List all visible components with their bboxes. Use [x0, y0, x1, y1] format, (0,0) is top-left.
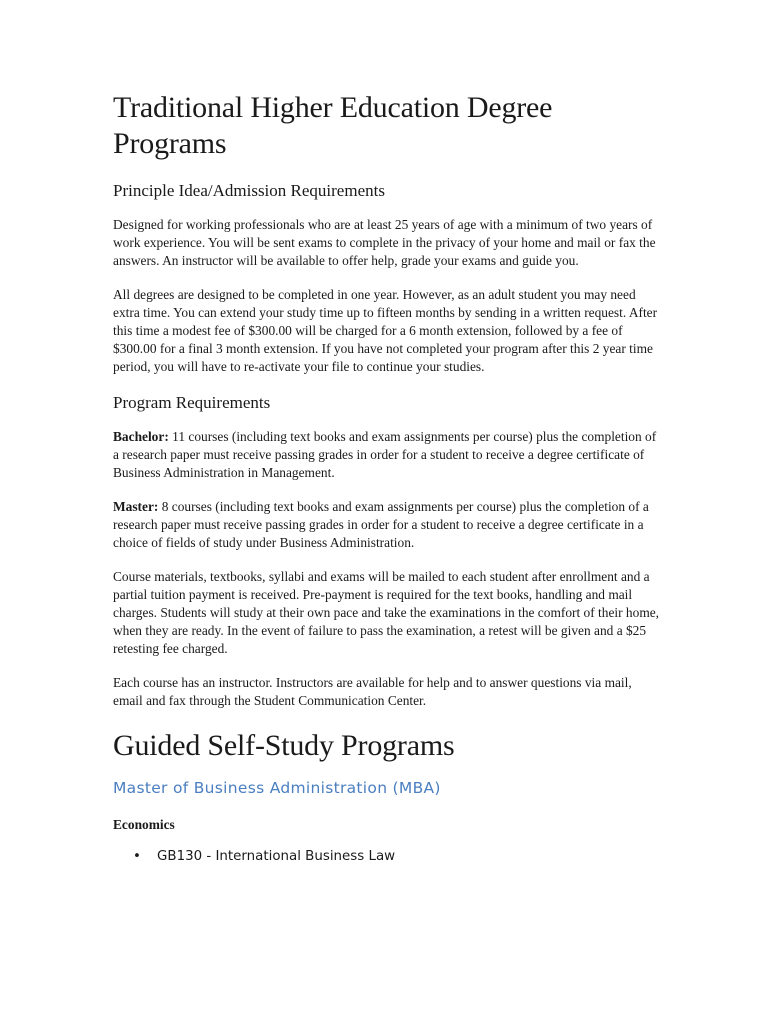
- paragraph-materials: Course materials, textbooks, syllabi and exams will be mailed to each student after enrollment and a partial tuition payment is received. Pre-payment is required for the text books, handling and mail charges. Students will study at their own pace and take the examinations in the comfort of their home, when they are ready. In the event of failure to pass the examination, a retest will be given and a $25 retesting fee charged.: [113, 569, 660, 656]
- bachelor-text: 11 courses (including text books and exam assignments per course) plus the completion of a research paper must receive passing grades in order for a student to receive a degree certificate of Business Administration in Management.: [113, 429, 657, 480]
- section-heading-admission: Principle Idea/Admission Requirements: [113, 181, 385, 200]
- document-page: [113, 90, 661, 866]
- section-title-self-study: Guided Self-Study Programs: [113, 729, 455, 762]
- master-text: 8 courses (including text books and exam assignments per course) plus the completion of a research paper must receive passing grades in order for a student to receive a degree certificate in a choice of fields of study under Business Administration.: [113, 499, 649, 550]
- paragraph-duration: All degrees are designed to be completed in one year. However, as an adult student you may need extra time. You can extend your study time up to fifteen months by sending in a written request. After this time a modest fee of $300.00 will be charged for a 6 month extension, followed by a fee of $300.00 for a final 3 month extension. If you have not completed your program after this 2 year time period, you will have to re-activate your file to continue your studies.: [113, 287, 658, 374]
- list-item: [133, 848, 661, 866]
- course-text: GB130 - International Business Law: [157, 849, 396, 864]
- paragraph-intro: Designed for working professionals who are at least 25 years of age with a minimum of two years of work experience. You will be sent exams to complete in the privacy of your home and mail or fax the answers. An instructor will be available to offer help, grade your exams and guide you.: [113, 217, 656, 268]
- course-list: [113, 848, 661, 866]
- bullet-icon: •: [133, 849, 141, 864]
- master-label: Master:: [113, 499, 159, 514]
- page-title: Traditional Higher Education Degree Programs: [113, 91, 553, 160]
- paragraph-bachelor: [113, 428, 661, 482]
- economics-label: Economics: [113, 817, 175, 832]
- bachelor-label: Bachelor:: [113, 429, 169, 444]
- paragraph-master: [113, 498, 661, 552]
- paragraph-instructor: Each course has an instructor. Instructors are available for help and to answer questions via mail, email and fax through the Student Communication Center.: [113, 675, 632, 708]
- mba-heading: Master of Business Administration (MBA): [113, 779, 441, 797]
- section-heading-requirements: Program Requirements: [113, 393, 271, 412]
